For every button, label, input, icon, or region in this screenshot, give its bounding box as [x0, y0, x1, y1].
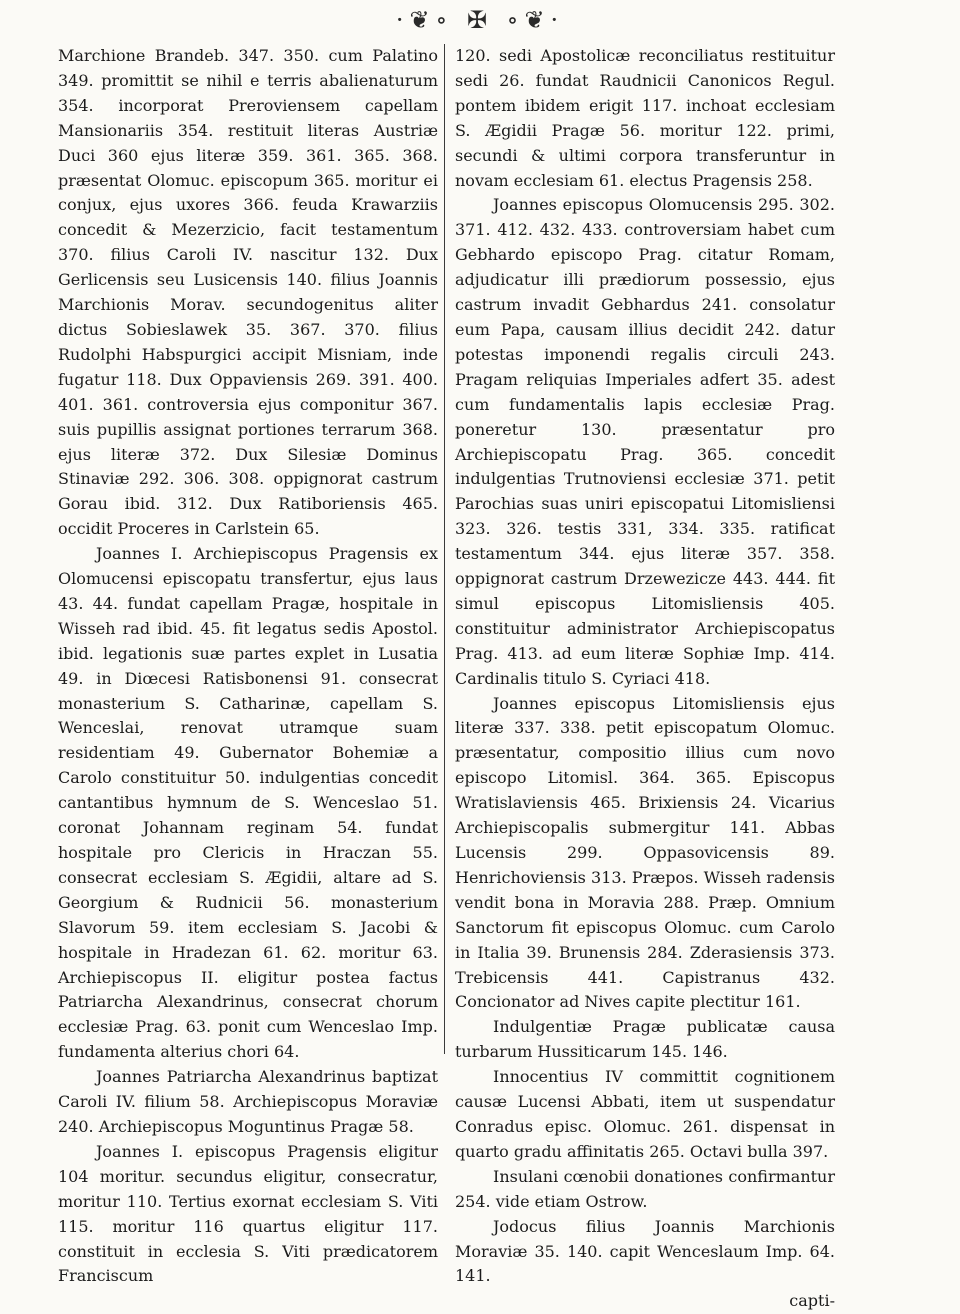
index-entry: Joannes Patriarcha Alexandrinus baptizat Caroli IV. filium 58. Archiepiscopus Moraviæ 240. Archiepiscopus Moguntinus Pragæ 58.	[58, 1067, 438, 1136]
index-entry: Jodocus filius Joannis Marchionis Moraviæ 35. 140. capit Wenceslaum Imp. 64. 141.	[455, 1216, 835, 1286]
index-entry: 120. sedi Apostolicæ reconciliatus restituitur sedi 26. fundat Raudnicii Canonicos Regul. pontem ibidem erigit 117. inchoat ecclesiam S. Ægidii Pragæ 56. moritur 122. primi, secundi & ultimi corpora transferuntur in novam ecclesiam 61. electus Pragensis 258.	[455, 46, 835, 190]
index-entry: Joannes I. episcopus Pragensis eligitur 104 moritur. secundus eligitur, consecratur, moritur 110. Tertius exornat ecclesiam S. Viti 115. moritur 116 quartus eligitur 117. constituit in ecclesia S. Viti prædicatorem Franciscum	[58, 1141, 438, 1286]
index-entry: Joannes episcopus Litomisliensis ejus literæ 337. 338. petit episcopatum Olomuc. præsentatur, compositio illius cum novo episcopo Litomisl. 364. 365. Episcopus Wratislaviensis 465. Brixiensis 24. Vicarius Archiepiscopalis submergitur 141. Abbas Lucensis 299. Oppasovicensis 89. Henrichoviensis 313. Præpos. Wisseh radensis vendit bona in Moravia 288. Præp. Omnium Sanctorum fit episcopus Olomuc. cum Carolo in Italia 39. Brunensis 284. Zderasiensis 373. Trebicensis 441. Capistranus 432. Concionator ad Nives capite plectitur 161.	[455, 693, 835, 1012]
index-entry: Indulgentiæ Pragæ publicatæ causa turbarum Hussiticarum 145. 146.	[455, 1017, 835, 1062]
catchword: capti-	[789, 1291, 835, 1311]
index-entry: Marchione Brandeb. 347. 350. cum Palatino 349. promittit se nihil e terris abalienaturum 354. incorporat Preroviensem capellam Mansionariis 354. restituit literas Austriæ Duci 360 ejus literæ 359. 361. 365. 368. præsentat Olomuc. episcopum 365. moritur ei conjux, ejus uxores 366. feuda Krawarziis concedit & Mezerzicio, facit testamentum 370. filius Caroli IV. nascitur 132. Dux Gerlicensis seu Lusicensis 140. filius Joannis Marchionis Morav. secundogenitus aliter dictus Sobieslawek 35. 367. 370. filius Rudolphi Habspurgici accipit Misniam, inde fugatur 118. Dux Oppaviensis 269. 391. 400. 401. 361. controversia ejus componitur 367. suis pupillis assignat portiones terrarum 368. ejus literæ 372. Dux Silesiæ Dominus Stinaviæ 292. 306. 308. oppignorat castrum Gorau ibid. 312. Dux Ratiboriensis 465. occidit Proceres in Carlstein 65.	[58, 46, 438, 539]
right-column	[455, 44, 835, 1314]
index-entry: Insulani cœnobii donationes confirmantur 254. vide etiam Ostrow.	[455, 1166, 835, 1211]
left-column	[58, 44, 438, 1289]
index-entry: Innocentius IV committit cognitionem causæ Lucensi Abbati, item ut suspendatur Conradus episc. Olomuc. 261. dispensat in quarto gradu affinitatis 265. Octavi bulla 397.	[455, 1067, 835, 1161]
index-entry: Joannes I. Archiepiscopus Pragensis ex Olomucensi episcopatu transfertur, ejus laus 43. 44. fundat capellam Pragæ, hospitale in Wisseh rad ibid. 45. fit legatus sedis Apostol. ibid. legationis suæ partes explet in Lusatia 49. in Diœcesi Ratisbonensi 91. consecrat monasterium S. Catharinæ, capellam S. Wenceslai, renovat utramque suam residentiam 49. Gubernator Bohemiæ a Carolo constituitur 50. indulgentias concedit cantantibus hymnum de S. Wenceslao 51. coronat Johannam reginam 54. fundat hospitale pro Clericis in Hraczan 55. consecrat ecclesiam S. Ægidii, altare ad S. Georgium & Rudnicii 56. monasterium Slavorum 59. item ecclesiam S. Jacobi & hospitale in Hradezan 61. 62. moritur 63. Archiepiscopus II. eligitur postea factus Patriarcha Alexandrinus, consecrat chorum ecclesiæ Prag. 63. ponit cum Wenceslao Imp. fundamenta alterius chori 64.	[58, 544, 438, 1062]
header-ornament: ·❦∘ ✠ ∘❦·	[395, 6, 565, 34]
index-entry: Joannes episcopus Olomucensis 295. 302. 371. 412. 432. 433. controversiam habet cum Gebhardo episcopo Prag. citatur Romam, adjudicatur illi prædiorum possessio, ejus castrum invadit Gebhardus 241. consolatur eum Papa, causam illius decidit 242. datur potestas imponendi regalis circuli 243. Pragam reliquias Imperiales adfert 35. adest cum fundamentalis lapis ecclesiæ Prag. poneretur 130. præsentatur pro Archiepiscopatu Prag. 365. concedit indulgentias Trutnoviensi ecclesiæ 371. petit Parochias suas uniri episcopatui Litomisliensi 323. 326. testis 331, 334. 335. ratificat testamentum 344. ejus literæ 357. 358. oppignorat castrum Drzewezicze 443. 444. fit simul episcopus Litomisliensis 405. constituitur administrator Archiepiscopatus Prag. 413. ad eum literæ Sophiæ Imp. 414. Cardinalis titulo S. Cyriaci 418.	[455, 195, 835, 688]
column-divider	[444, 44, 445, 1054]
